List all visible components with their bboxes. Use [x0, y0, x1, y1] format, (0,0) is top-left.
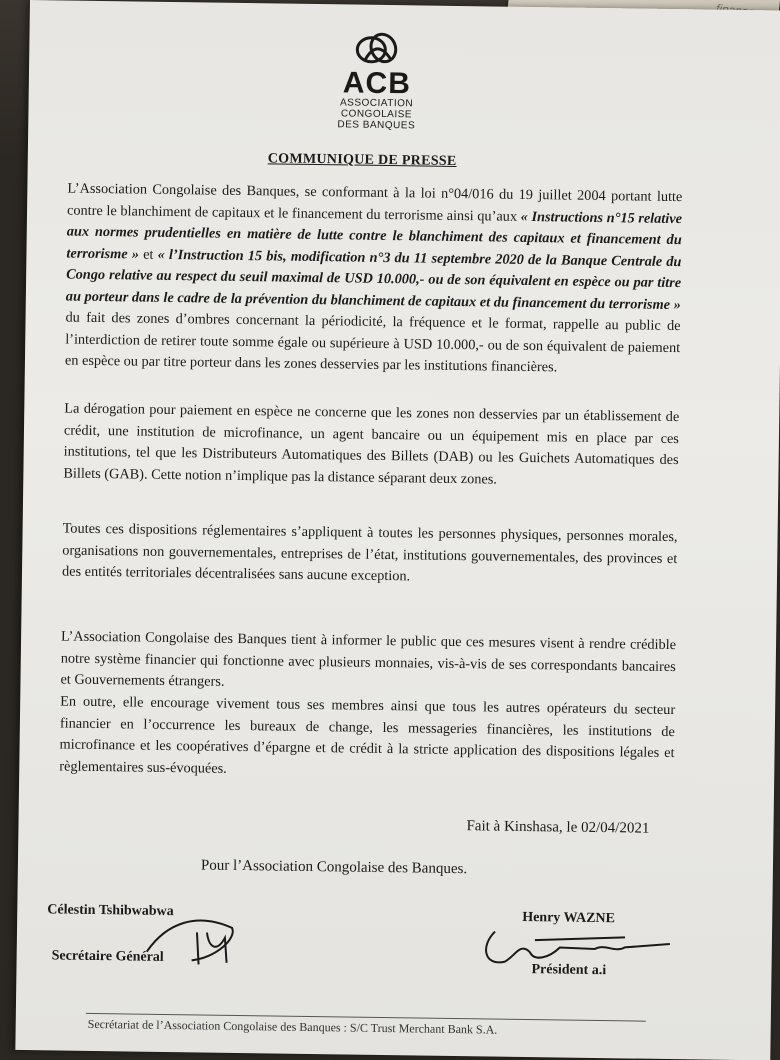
on-behalf-line: Pour l’Association Congolaise des Banques.	[200, 857, 468, 878]
paragraph-scope: Toutes ces dispositions réglementaires s’appliquent à toutes les personnes physiques, personnes morales, organisations non gouvernementales, entreprises de l’état, institutions gouvernementales, des provinces et des entités territoriales décentralisées sans aucune exception.	[61, 520, 678, 585]
press-release-page	[15, 0, 780, 1060]
acb-knot-logo-icon	[351, 29, 404, 70]
letterhead-logo	[331, 29, 422, 131]
paragraph-purpose: L’Association Congolaise des Banques tient à informer le public que ces mesures visent à rendre crédible notre système financier qui fonctionne avec plusieurs monnaies, vis-à-vis de ses correspondants bancaires et Gouvernements étrangers.	[60, 628, 677, 690]
paragraph-intro-instruction-15-bis: « l’Instruction 15 bis, modification n°3 du 11 septembre 2020 de la Banque Centrale du Congo relative au respect du seuil maximal de USD 10.000,- ou de son équivalent en espèce ou par titre au porteur dans le cadre de la prévention du blanchiment de capitaux et du financement du terrorisme »	[65, 246, 682, 313]
paragraph-intro-text-1: L’Association Congolaise des Banques, se conformant à la loi n°04/016 du 19 juillet 2004 portant lutte contre le blanchiment de capitaux et le financement du terrorisme ainsi qu’aux	[66, 180, 683, 225]
paragraph-intro-instruction-15: « Instructions n°15 relative aux normes prudentielles en matière de lutte contre le blanchiment des capitaux et financement du terrorisme »	[66, 208, 683, 263]
logo-acronym: ACB	[342, 66, 412, 101]
paragraph-intro-text-2: et	[138, 246, 158, 263]
paragraph-derogation: La dérogation pour paiement en espèce ne concerne que les zones non desservies par un établissement de crédit, une institution de microfinance, un agent bancaire ou un équipement mis en place par ces institutions, tel que les Distributeurs Automatiques des Billets (DAB) ou les Guichets Automatiques des Billets (GAB). Cette notion n’implique pas la distance séparant deux zones.	[63, 400, 680, 488]
paragraph-intro	[65, 179, 683, 381]
logo-name-line-2: CONGOLAISE	[340, 108, 413, 121]
place-and-date: Fait à Kinshasa, le 02/04/2021	[466, 818, 650, 837]
signatory-left-title: Secrétaire Général	[51, 948, 164, 965]
page-title: COMMUNIQUE DE PRESSE	[267, 151, 457, 169]
signatory-right-name: Henry WAZNE	[522, 909, 616, 927]
paragraph-intro-text-3: du fait des zones d’ombres concernant la périodicité, la fréquence et le format, rappelle au public de l’interdiction de retirer toute somme égale ou supérieure à USD 10.000,- ou de son équivalent de paiement en espèce ou par titre porteur dans les zones desservies par les institutions financières.	[64, 309, 681, 376]
paragraph-encouragement: En outre, elle encourage vivement tous ses membres ainsi que tous les autres opérateurs du secteur financier en l’occurrence les bureaux de change, les messageries financières, les institutions de microfinance et les coopératives d’épargne et de crédit à la stricte application des dispositions légales et règlementaires sus-évoquées.	[59, 693, 676, 777]
logo-name-line-1: ASSOCIATION	[339, 97, 414, 110]
signatory-left-name: Célestin Tshibwabwa	[47, 902, 174, 920]
logo-name-line-3: DES BANQUES	[337, 119, 416, 132]
footer-text: Secrétariat de l’Association Congolaise des Banques : S/C Trust Merchant Bank S.A.	[87, 1016, 498, 1037]
signatory-right-title: Président a.i	[531, 962, 607, 979]
